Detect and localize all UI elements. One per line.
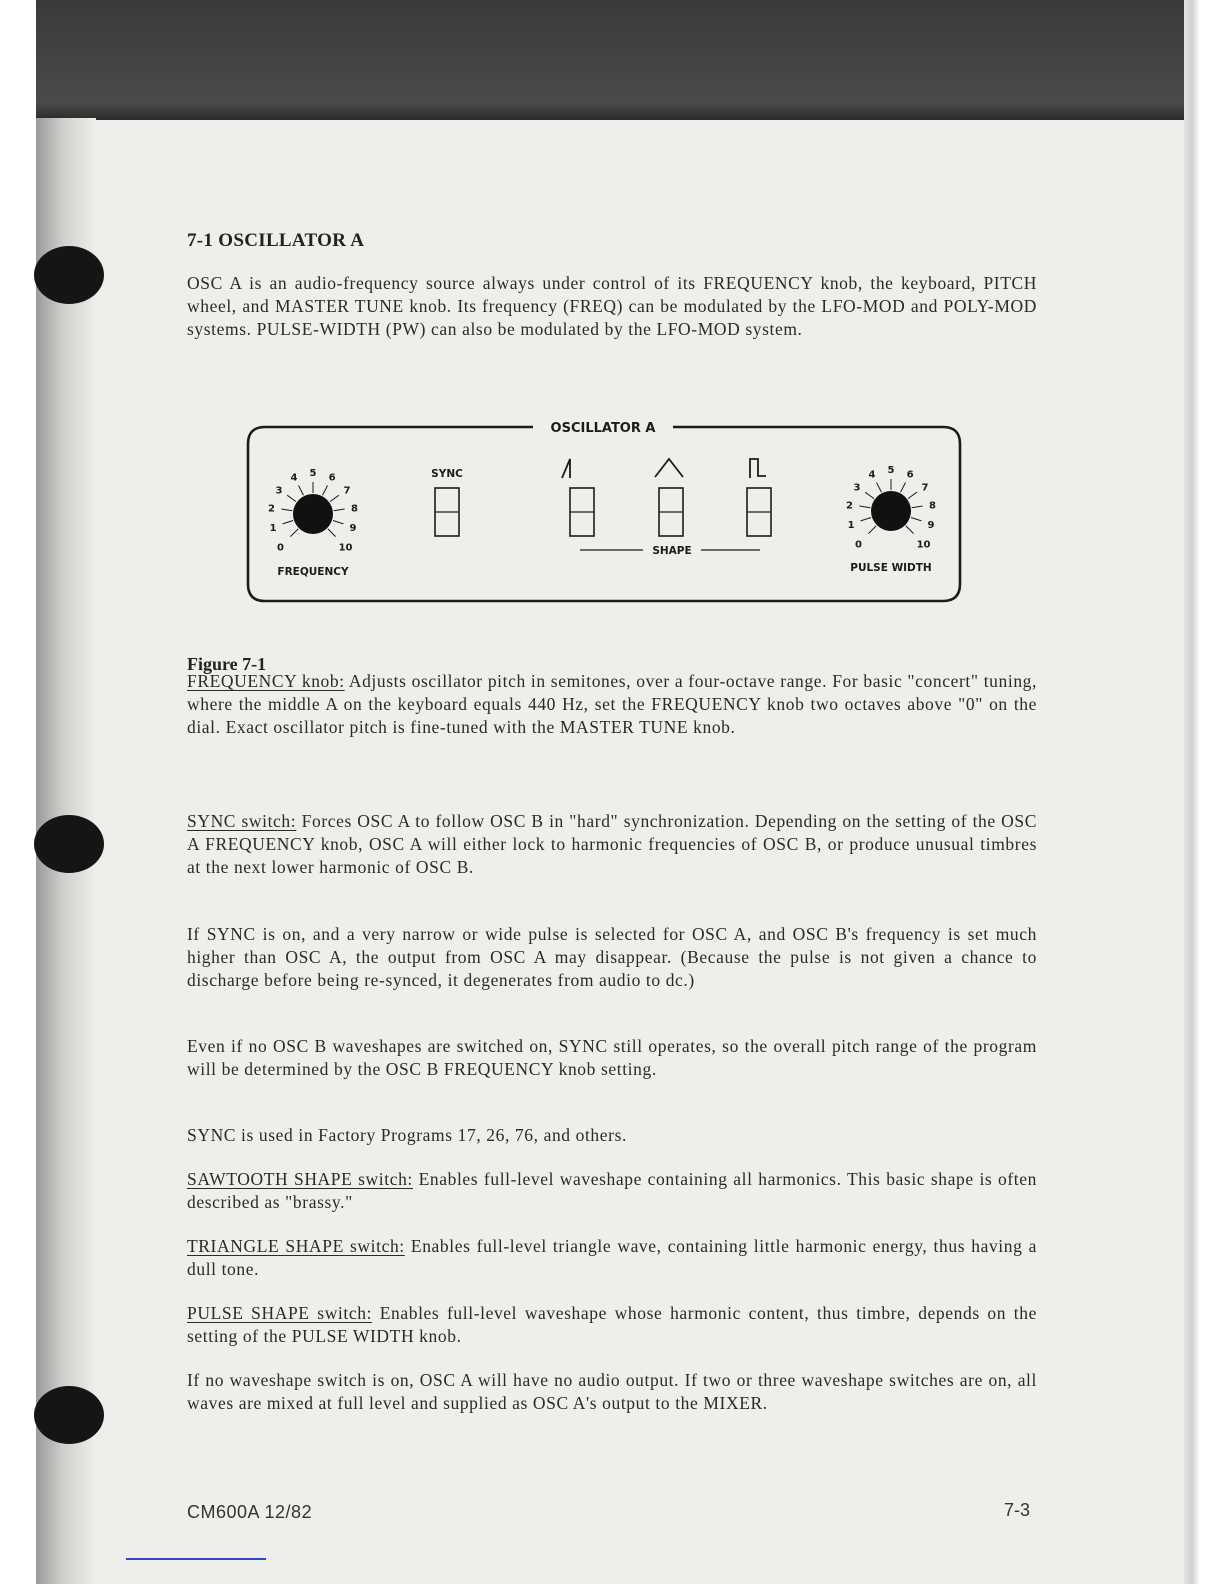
frequency-tick: [328, 529, 336, 537]
paragraph-text: Adjusts oscillator pitch in semitones, over a four-octave range. For basic "concert" tuning, where the middle A on the keyboard equals 440 Hz, set the FREQUENCY knob two octaves above "0" on the dial. Exact oscillator pitch is fine-tuned with the MASTER TUNE knob.: [187, 671, 1037, 737]
pulse-width-dial-number: 2: [846, 500, 854, 512]
paragraph-sync-switch: [187, 810, 1037, 879]
frequency-dial-number: 6: [328, 472, 336, 484]
frequency-tick: [290, 529, 298, 537]
section-heading: 7-1 OSCILLATOR A: [187, 230, 365, 251]
pulse-width-dial-number: 10: [916, 539, 931, 551]
paragraph-sync-range-note: Even if no OSC B waveshapes are switched on, SYNC still operates, so the overall pitch range of the program will be determined by the OSC B FREQUENCY knob setting.: [187, 1036, 1037, 1079]
frequency-dial-number: 4: [290, 472, 298, 484]
frequency-dial-number: 3: [275, 485, 283, 497]
frequency-dial-number: 1: [269, 522, 277, 534]
frequency-tick: [287, 495, 296, 501]
scan-artifact-line: [126, 1558, 266, 1560]
triangle-switch: [659, 488, 683, 536]
intro-paragraph: OSC A is an audio-frequency source always under control of its FREQUENCY knob, the keyboard, PITCH wheel, and MASTER TUNE knob. Its frequency (FREQ) can be modulated by the LFO-MOD and POLY-MOD systems. PULSE-WIDTH (PW) can also be modulated by the LFO-MOD system.: [187, 273, 1037, 339]
paragraph-sync-pulse-note: If SYNC is on, and a very narrow or wide pulse is selected for OSC A, and OSC B's frequency is set much higher than OSC A, the output from OSC A may disappear. (Because the pulse is not given a chance to discharge before being re-synced, it degenerates from audio to dc.): [187, 924, 1037, 990]
frequency-knob-cap: [293, 494, 333, 534]
frequency-tick: [334, 509, 345, 511]
paragraph-text: Forces OSC A to follow OSC B in "hard" synchronization. Depending on the setting of the OSC A FREQUENCY knob, OSC A will either lock to harmonic frequencies of OSC B, or produce unusual timbres at the next lower harmonic of OSC B.: [187, 811, 1037, 877]
frequency-tick: [333, 520, 343, 523]
term-pulse-shape-switch: PULSE SHAPE switch:: [187, 1303, 373, 1323]
paragraph-frequency-knob: [187, 670, 1037, 739]
pulse-width-dial-number: 0: [854, 539, 862, 551]
frequency-dial-number: 2: [268, 503, 276, 515]
oscillator-a-panel-diagram: [245, 418, 963, 603]
pulse-width-tick: [876, 482, 881, 492]
binder-hole-bottom: [34, 1386, 104, 1444]
sawtooth-icon: [562, 459, 570, 478]
frequency-knob: [268, 468, 358, 554]
term-sync-switch: SYNC switch:: [187, 811, 297, 831]
footer-page-number: 7-3: [1004, 1500, 1031, 1520]
scan-top-shadow: [36, 0, 1186, 120]
pulse-width-dial-number: 8: [928, 500, 936, 512]
binder-hole-middle: [34, 815, 104, 873]
pulse-width-tick: [861, 517, 871, 520]
frequency-dial-number: 8: [350, 503, 358, 515]
paragraph-sawtooth-shape: [187, 1168, 1037, 1214]
frequency-dial-number: 10: [338, 542, 353, 554]
paragraph-triangle-shape: [187, 1235, 1037, 1281]
frequency-dial-number: 9: [349, 522, 357, 534]
pulse-switch: [747, 488, 771, 536]
term-triangle-shape-switch: TRIANGLE SHAPE switch:: [187, 1236, 405, 1256]
pulse-width-tick: [908, 492, 917, 498]
frequency-dial-number: 7: [343, 485, 351, 497]
paragraph-no-waveshape: If no waveshape switch is on, OSC A will have no audio output. If two or three waveshape switches are on, all waves are mixed at full level and supplied as OSC A's output to the MIXER.: [187, 1370, 1037, 1413]
paragraph-pulse-shape: [187, 1302, 1037, 1348]
pulse-width-knob-cap: [871, 491, 911, 531]
frequency-tick: [323, 485, 328, 495]
sync-switch: [435, 488, 459, 536]
shape-label: SHAPE: [652, 545, 692, 557]
pulse-width-label: PULSE WIDTH: [850, 562, 932, 574]
paragraph-text: Enables full-level waveshape whose harmonic content, thus timbre, depends on the setting of the PULSE WIDTH knob.: [187, 1303, 1037, 1346]
sync-label: SYNC: [431, 468, 463, 480]
scan-left-margin: [0, 0, 36, 1584]
triangle-icon: [655, 459, 683, 477]
pulse-width-dial-number: 1: [847, 519, 855, 531]
pulse-width-knob: [846, 465, 936, 551]
pulse-width-tick: [901, 482, 906, 492]
panel-title: OSCILLATOR A: [550, 421, 656, 436]
frequency-dial-number: 5: [309, 468, 317, 479]
pulse-width-dial-number: 5: [887, 465, 895, 476]
term-frequency-knob: FREQUENCY knob:: [187, 671, 345, 691]
paragraph-sync-factory-programs: SYNC is used in Factory Programs 17, 26, 76, and others.: [187, 1125, 627, 1145]
pulse-width-dial-number: 6: [906, 469, 914, 481]
pulse-width-dial-number: 7: [921, 482, 929, 494]
footer-doc-id: CM600A 12/82: [187, 1502, 313, 1522]
frequency-tick: [330, 495, 339, 501]
pulse-width-dial-number: 4: [868, 469, 876, 481]
pulse-width-tick: [906, 526, 914, 534]
pulse-width-dial-number: 3: [853, 482, 861, 494]
pulse-width-tick: [911, 517, 921, 520]
figure-caption: Figure 7-1: [187, 654, 267, 674]
paragraph-text: Enables full-level triangle wave, containing little harmonic energy, thus having a dull tone.: [187, 1236, 1037, 1279]
frequency-label: FREQUENCY: [277, 566, 349, 578]
frequency-tick: [281, 509, 292, 511]
frequency-tick: [283, 520, 293, 523]
pulse-width-tick: [865, 492, 874, 498]
frequency-tick: [298, 485, 303, 495]
frequency-dial-number: 0: [276, 542, 284, 554]
pulse-width-tick: [859, 506, 870, 508]
sawtooth-switch: [570, 488, 594, 536]
scan-right-edge: [1184, 0, 1224, 1584]
binder-hole-top: [34, 246, 104, 304]
paragraph-text: Enables full-level waveshape containing all harmonics. This basic shape is often described as "brassy.": [187, 1169, 1037, 1212]
pulse-width-dial-number: 9: [927, 519, 935, 531]
pulse-width-tick: [868, 526, 876, 534]
term-sawtooth-shape-switch: SAWTOOTH SHAPE switch:: [187, 1169, 413, 1189]
pulse-width-tick: [912, 506, 923, 508]
pulse-icon: [750, 459, 766, 478]
